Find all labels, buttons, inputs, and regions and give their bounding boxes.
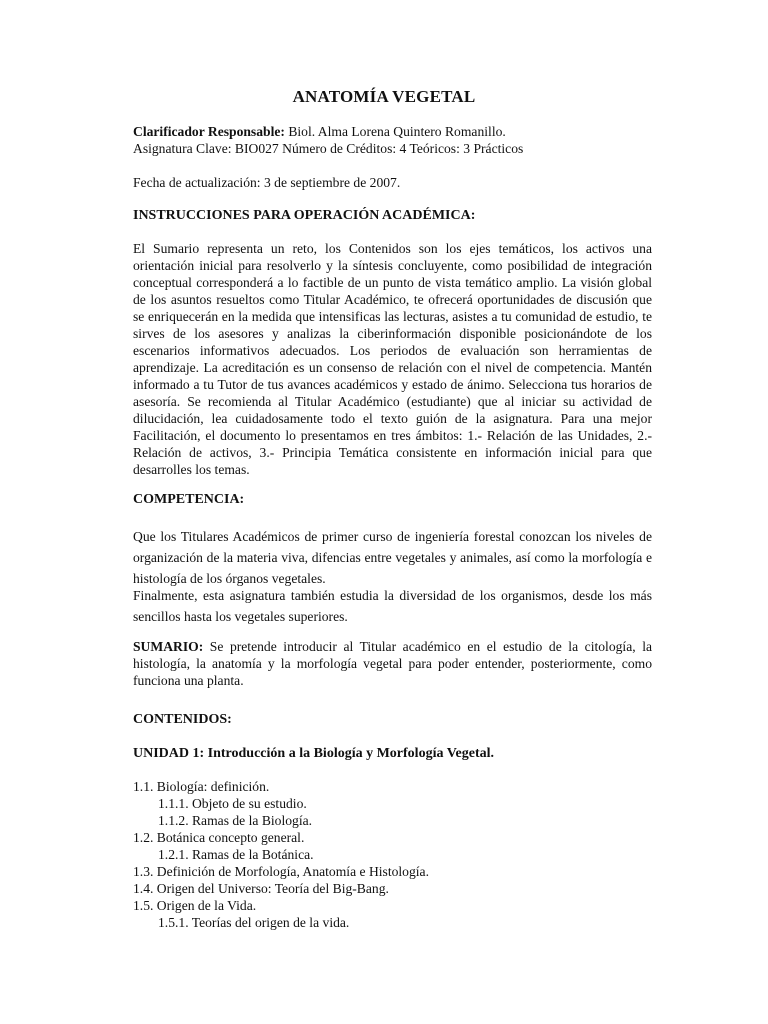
sumario-body: Se pretende introducir al Titular académico en el estudio de la citología, la histología, la anatomía y la morfología vegetal para poder entender, posteriormente, como funciona una planta. — [133, 639, 652, 688]
list-item: 1.5.1. Teorías del origen de la vida. — [158, 915, 350, 930]
list-item: 1.2. Botánica concepto general. — [133, 830, 305, 845]
asignatura-line: Asignatura Clave: BIO027 Número de Créditos: 4 Teóricos: 3 Prácticos — [133, 141, 524, 156]
list-item: 1.3. Definición de Morfología, Anatomía e Histología. — [133, 864, 429, 879]
contenidos-list — [133, 778, 652, 931]
list-item: 1.5. Origen de la Vida. — [133, 898, 257, 913]
list-item: 1.1.1. Objeto de su estudio. — [158, 796, 307, 811]
sumario-paragraph — [133, 638, 652, 689]
header-info — [133, 123, 652, 157]
contenidos-heading: CONTENIDOS: — [133, 712, 232, 727]
responsable-label: Clarificador Responsable: — [133, 124, 285, 139]
competencia-p2: Finalmente, esta asignatura también estudia la diversidad de los organismos, desde los más sencillos hasta los vegetales superiores. — [133, 588, 652, 624]
list-item: 1.1. Biología: definición. — [133, 779, 270, 794]
fecha-line: Fecha de actualización: 3 de septiembre de 2007. — [133, 175, 401, 190]
unidad-heading: UNIDAD 1: Introducción a la Biología y Morfología Vegetal. — [133, 746, 495, 761]
list-item: 1.1.2. Ramas de la Biología. — [158, 813, 313, 828]
instrucciones-heading: INSTRUCCIONES PARA OPERACIÓN ACADÉMICA: — [133, 208, 476, 223]
document-title: ANATOMÍA VEGETAL — [292, 87, 476, 106]
competencia-heading: COMPETENCIA: — [133, 492, 245, 507]
instrucciones-body: El Sumario representa un reto, los Contenidos son los ejes temáticos, los activos una orientación inicial para resolverlo y la síntesis concluyente, como posibilidad de integración conceptual corresponderá a lo factible de un punto de vista temático amplio. La visión global de los asuntos resueltos como Titular Académico, te ofrecerá oportunidades de discusión que se enriquecerán en la medida que intensificas las lecturas, asistes a tu comunidad de estudio, te sirves de los asesores y analizas la ciberinformación disponible posicionándote de los escenarios informativos adecuados. Los periodos de evaluación son herramientas de aprendizaje. La acreditación es un consenso de relación con el nivel de competencia. Mantén informado a tu Tutor de tus avances académicos y estado de ánimo. Selecciona tus horarios de asesoría. Se recomienda al Titular Académico (estudiante) que al iniciar su actividad de dilucidación, lea cuidadosamente todo el texto guión de la asignatura. Para una mejor Facilitación, el documento lo presentamos en tres ámbitos: 1.- Relación de las Unidades, 2.- Relación de activos, 3.- Principia Temática consistente en información inicial para que desarrolles los temas. — [133, 241, 652, 477]
competencia-p1: Que los Titulares Académicos de primer curso de ingeniería forestal conozcan los niveles de organización de la materia viva, difencias entre vegetales y animales, así como la morfología e histología de los órganos vegetales. — [133, 529, 652, 586]
responsable-value: Biol. Alma Lorena Quintero Romanillo. — [284, 124, 506, 139]
list-item: 1.4. Origen del Universo: Teoría del Big-Bang. — [133, 881, 389, 896]
list-item: 1.2.1. Ramas de la Botánica. — [158, 847, 314, 862]
responsable-line — [133, 123, 652, 140]
sumario-label: SUMARIO: — [133, 639, 204, 654]
